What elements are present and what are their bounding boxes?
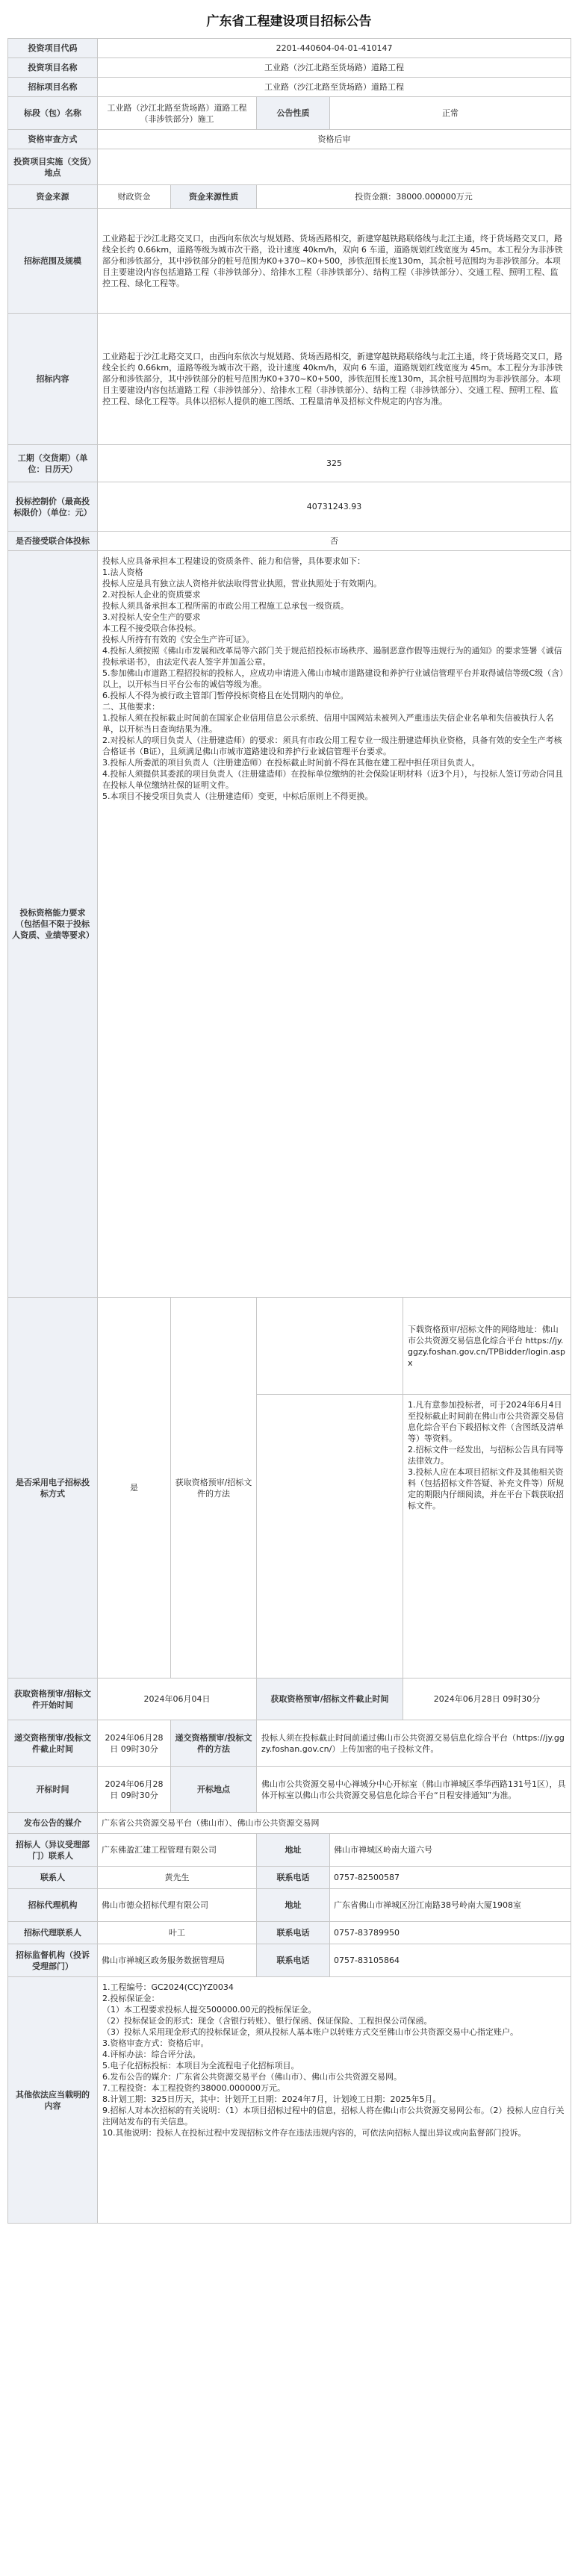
note-item: 8.计划工期：325日历天，其中：计划开工日期：2024年7月，计划竣工日期：2025年5月。 <box>102 2094 441 2104</box>
doc-rules <box>403 1395 571 1679</box>
qualification-item: 2.对投标人企业的资质要求 <box>102 590 201 600</box>
qualification-item: 投标人应具备承担本工程建设的资质条件、能力和信誉，具体要求如下： <box>102 556 365 566</box>
qualifications-list <box>102 556 566 802</box>
contact-phone-label: 联系电话 <box>257 1867 330 1889</box>
qualification-item: 投标人应是具有独立法人资格并依法取得营业执照，营业执照处于有效期内。 <box>102 579 382 588</box>
contact-label: 联系人 <box>8 1867 98 1889</box>
fund-form-label: 资金来源性质 <box>171 185 257 209</box>
announcement-table <box>7 38 571 2224</box>
fund-source: 财政资金 <box>98 185 171 209</box>
open-place: 佛山市公共资源交易中心禅城分中心开标室（佛山市禅城区季华西路131号1区），具体开标室以佛山市公共资源交易信息化综合平台“日程安排通知”为准。 <box>257 1767 571 1813</box>
qualification-item: 5.本项目不接受项目负责人（注册建造师）变更，中标后原则上不得更换。 <box>102 791 373 801</box>
control-price: 40731243.93 <box>98 482 571 532</box>
doc-rules-list <box>408 1399 566 1511</box>
qualification-item: 本工程不接受联合体投标。 <box>102 623 201 633</box>
notes-list <box>102 1982 566 2138</box>
tender-project-name: 工业路（沙江北路至货场路）道路工程 <box>98 78 571 97</box>
fund-source-label: 资金来源 <box>8 185 98 209</box>
publicity-label: 公告性质 <box>257 97 330 130</box>
qualification-item: 投标人所持有有效的《安全生产许可证》。 <box>102 635 255 644</box>
qualification-item: 1.投标人须在投标截止时间前在国家企业信用信息公示系统、信用中国网站未被列入严重违法失信企业名单和失信被执行人名单，以开标当日查询结果为准。 <box>102 713 554 734</box>
doc-time: 2024年06月04日 <box>98 1679 257 1720</box>
location <box>98 149 571 185</box>
tenderer-address-label: 地址 <box>257 1834 330 1867</box>
doc-other-label <box>257 1395 403 1679</box>
notes <box>98 1977 571 2224</box>
location-label: 投资项目实施（交货）地点 <box>8 149 98 185</box>
qualification-item: 2.对投标人的项目负责人（注册建造师）的要求：须具有市政公用工程专业一级注册建造师执业资格，具备有效的安全生产考核合格证书（B证），且须满足佛山市城市道路建设和养护行业诚信管理平台要求。 <box>102 735 562 756</box>
doc-url-label <box>257 1298 403 1395</box>
qualifications-text <box>98 551 571 1298</box>
agency: 佛山市德众招标代理有限公司 <box>98 1889 257 1922</box>
doc-end-label: 获取资格预审/招标文件截止时间 <box>257 1679 403 1720</box>
doc-url[interactable]: 下载资格预审/招标文件的网络地址：佛山市公共资源交易信息化综合平台 https://jy.ggzy.foshan.gov.cn/TPBidder/login.aspx <box>403 1298 571 1395</box>
media: 广东省公共资源交易平台（佛山市）、佛山市公共资源交易网 <box>98 1813 571 1834</box>
joint-label: 是否接受联合体投标 <box>8 532 98 551</box>
agency-address: 广东省佛山市禅城区汾江南路38号岭南大厦1908室 <box>330 1889 571 1922</box>
qualification-item: 4.投标人须按照《佛山市发展和改革局等六部门关于规范招投标市场秩序、遏制恶意作假等违规行为的通知》的要求签署《诚信投标承诺书》，由法定代表人签字并加盖公章。 <box>102 646 562 667</box>
electronic-value: 是 <box>98 1298 171 1679</box>
supervisor-phone: 0757-83105864 <box>330 1944 571 1977</box>
note-item: （3）投标人采用现金形式的投标保证金，须从投标人基本账户以转账方式交至佛山市公共资源交易中心指定账户。 <box>102 2027 518 2037</box>
tenderer-address: 佛山市禅城区岭南大道六号 <box>330 1834 571 1867</box>
joint-value: 否 <box>98 532 571 551</box>
doc-rule-item: 3.投标人应在本项目招标文件及其他相关资料（包括招标文件答疑、补充文件等）所规定的期限内仔细阅读，并在平台下载获取招标文件。 <box>408 1467 564 1511</box>
note-item: 10.其他说明：投标人在投标过程中发现招标文件存在违法违规内容的，可依法向招标人提出异议或向监督部门投诉。 <box>102 2128 526 2138</box>
agency-address-label: 地址 <box>257 1889 330 1922</box>
qual-method: 资格后审 <box>98 130 571 149</box>
content-text: 工业路起于沙江北路交叉口，由西向东依次与规划路、货场西路相交，新建穿越铁路联络线与北江主通，终于货场路交叉口，路线全长约 0.66km，道路等级为城市次干路，设计速度 40km/h，双向 6 车道，道路规划红线宽度为 45m。本工程分为非涉铁部分和涉铁部分，其中涉铁部分的桩号范围为K0+370~K0+500，涉铁范围长度130m，其余桩号范围均为非涉铁部分。本项目主要建设内容包括道路工程（非涉铁部分）、给排水工程（非涉铁部分）、结构工程（非涉铁部分）、交通工程、照明工程、监控工程、绿化工程等。具体以招标人提供的施工图纸、工程量清单及招标文件规定的内容为准。 <box>98 314 571 445</box>
media-label: 发布公告的媒介 <box>8 1813 98 1834</box>
scope-label: 招标范围及规模 <box>8 209 98 314</box>
note-item: （2）投标保证金的形式：现金（含银行转账）、银行保函、保证保险、工程担保公司保函。 <box>102 2016 432 2026</box>
note-item: 7.工程投资：本工程投资约38000.000000万元。 <box>102 2083 285 2093</box>
lot-label: 标段（包）名称 <box>8 97 98 130</box>
publicity-value: 正常 <box>330 97 571 130</box>
content-label: 招标内容 <box>8 314 98 445</box>
project-name-label: 投资项目名称 <box>8 58 98 78</box>
duration-label: 工期（交货期）（单位：日历天） <box>8 445 98 482</box>
doc-method-label: 获取资格预审/招标文件的方法 <box>171 1298 257 1679</box>
project-code: 2201-440604-04-01-410147 <box>98 39 571 58</box>
agency-phone-label: 联系电话 <box>257 1922 330 1944</box>
qualification-item: 投标人须具备承担本工程所需的市政公用工程施工总承包一级资质。 <box>102 601 349 611</box>
duration: 325 <box>98 445 571 482</box>
open-time-label: 开标时间 <box>8 1767 98 1813</box>
agency-phone: 0757-83789950 <box>330 1922 571 1944</box>
note-item: 3.资格审查方式：资格后审。 <box>102 2038 209 2048</box>
notes-label: 其他依法应当载明的内容 <box>8 1977 98 2224</box>
agency-contact-label: 招标代理联系人 <box>8 1922 98 1944</box>
submit-end: 2024年06月28日 09时30分 <box>98 1720 171 1767</box>
qual-method-label: 资格审查方式 <box>8 130 98 149</box>
fund-amount: 投资金额：38000.000000万元 <box>257 185 571 209</box>
scope-text: 工业路起于沙江北路交叉口，由西向东依次与规划路、货场西路相交，新建穿越铁路联络线与北江主通，终于货场路交叉口，路线全长约 0.66km，道路等级为城市次干路，设计速度 40km/h，双向 6 车道，道路规划红线宽度为 45m。本工程分为非涉铁部分和涉铁部分，其中涉铁部分的桩号范围为K0+370~K0+500，涉铁范围长度130m，其余桩号范围均为非涉铁部分。本项目主要建设内容包括道路工程（非涉铁部分）、给排水工程（非涉铁部分）、结构工程（非涉铁部分）、交通工程、照明工程、监控工程、绿化工程等。 <box>98 209 571 314</box>
page-title: 广东省工程建设项目招标公告 <box>206 14 372 29</box>
qualification-item: 4.投标人须提供其委派的项目负责人（注册建造师）在投标单位缴纳的社会保险证明材料（近3个月），与投标人签订劳动合同且在投标人单位缴纳社保的证明文件。 <box>102 769 563 790</box>
doc-rule-item: 1.凡有意参加投标者，可于2024年6月4日至投标截止时间前在佛山市公共资源交易信息化综合平台下载招标文件（含图纸及清单等）等资料。 <box>408 1400 564 1443</box>
qualification-item: 3.投标人所委派的项目负责人（注册建造师）在投标截止时间前不得在其他在建工程中担任项目负责人。 <box>102 758 480 768</box>
tender-project-label: 招标项目名称 <box>8 78 98 97</box>
open-time: 2024年06月28日 09时30分 <box>98 1767 171 1813</box>
qualification-item: 6.投标人不得为被行政主管部门暂停投标资格且在处罚期内的单位。 <box>102 691 349 700</box>
supervisor-phone-label: 联系电话 <box>257 1944 330 1977</box>
note-item: 6.发布公告的媒介：广东省公共资源交易平台（佛山市）、佛山市公共资源交易网。 <box>102 2072 402 2082</box>
submit-method-label: 递交资格预审/投标文件的方法 <box>171 1720 257 1767</box>
tenderer-label: 招标人（异议受理部门）联系人 <box>8 1834 98 1867</box>
qualifications-label: 投标资格能力要求（包括但不限于投标人资质、业绩等要求） <box>8 551 98 1298</box>
doc-end: 2024年06月28日 09时30分 <box>403 1679 571 1720</box>
note-item: 4.评标办法：综合评分法。 <box>102 2050 201 2059</box>
qualification-item: 5.参加佛山市道路工程招投标的投标人，应成功申请进入佛山市城市道路建设和养护行业诚信管理平台并取得诚信等级C级（含）以上，以开标当日平台公布的诚信等级为准。 <box>102 668 564 689</box>
note-item: 1.工程编号：GC2024(CC)YZ0034 <box>102 1982 234 1992</box>
agency-label: 招标代理机构 <box>8 1889 98 1922</box>
submit-method: 投标人须在投标截止时间前通过佛山市公共资源交易信息化综合平台（https://jy.ggzy.foshan.gov.cn/）上传加密的电子投标文件。 <box>257 1720 571 1767</box>
qualification-item: 二、其他要求： <box>102 702 160 712</box>
tenderer: 广东佛盈汇建工程管理有限公司 <box>98 1834 257 1867</box>
announcement-page <box>7 0 571 2224</box>
open-place-label: 开标地点 <box>171 1767 257 1813</box>
submit-end-label: 递交资格预审/投标文件截止时间 <box>8 1720 98 1767</box>
note-item: 5.电子化招标投标：本项目为全流程电子化招标项目。 <box>102 2061 299 2071</box>
doc-time-label: 获取资格预审/招标文件开始时间 <box>8 1679 98 1720</box>
project-code-label: 投资项目代码 <box>8 39 98 58</box>
note-item: 2.投标保证金： <box>102 1994 160 2003</box>
note-item: （1）本工程要求投标人提交500000.00元的投标保证金。 <box>102 2005 317 2015</box>
lot-name: 工业路（沙江北路至货场路）道路工程（非涉铁部分）施工 <box>98 97 257 130</box>
contact-phone: 0757-82500587 <box>330 1867 571 1889</box>
supervisor: 佛山市禅城区政务服务数据管理局 <box>98 1944 257 1977</box>
agency-contact: 叶工 <box>98 1922 257 1944</box>
control-price-label: 投标控制价（最高投标限价）（单位：元） <box>8 482 98 532</box>
supervisor-label: 招标监督机构（投诉受理部门） <box>8 1944 98 1977</box>
note-item: 9.招标人对本次招标的有关说明：（1）本项目招标过程中的信息，招标人将在佛山市公共资源交易网公布。（2）投标人应自行关注网站发布的有关信息。 <box>102 2106 565 2127</box>
contact-name: 黄先生 <box>98 1867 257 1889</box>
qualification-item: 1.法人资格 <box>102 567 143 577</box>
doc-rule-item: 2.招标文件一经发出，与招标公告具有同等法律效力。 <box>408 1445 564 1466</box>
electronic-label: 是否采用电子招标投标方式 <box>8 1298 98 1679</box>
qualification-item: 3.对投标人安全生产的要求 <box>102 612 201 622</box>
project-name: 工业路（沙江北路至货场路）道路工程 <box>98 58 571 78</box>
